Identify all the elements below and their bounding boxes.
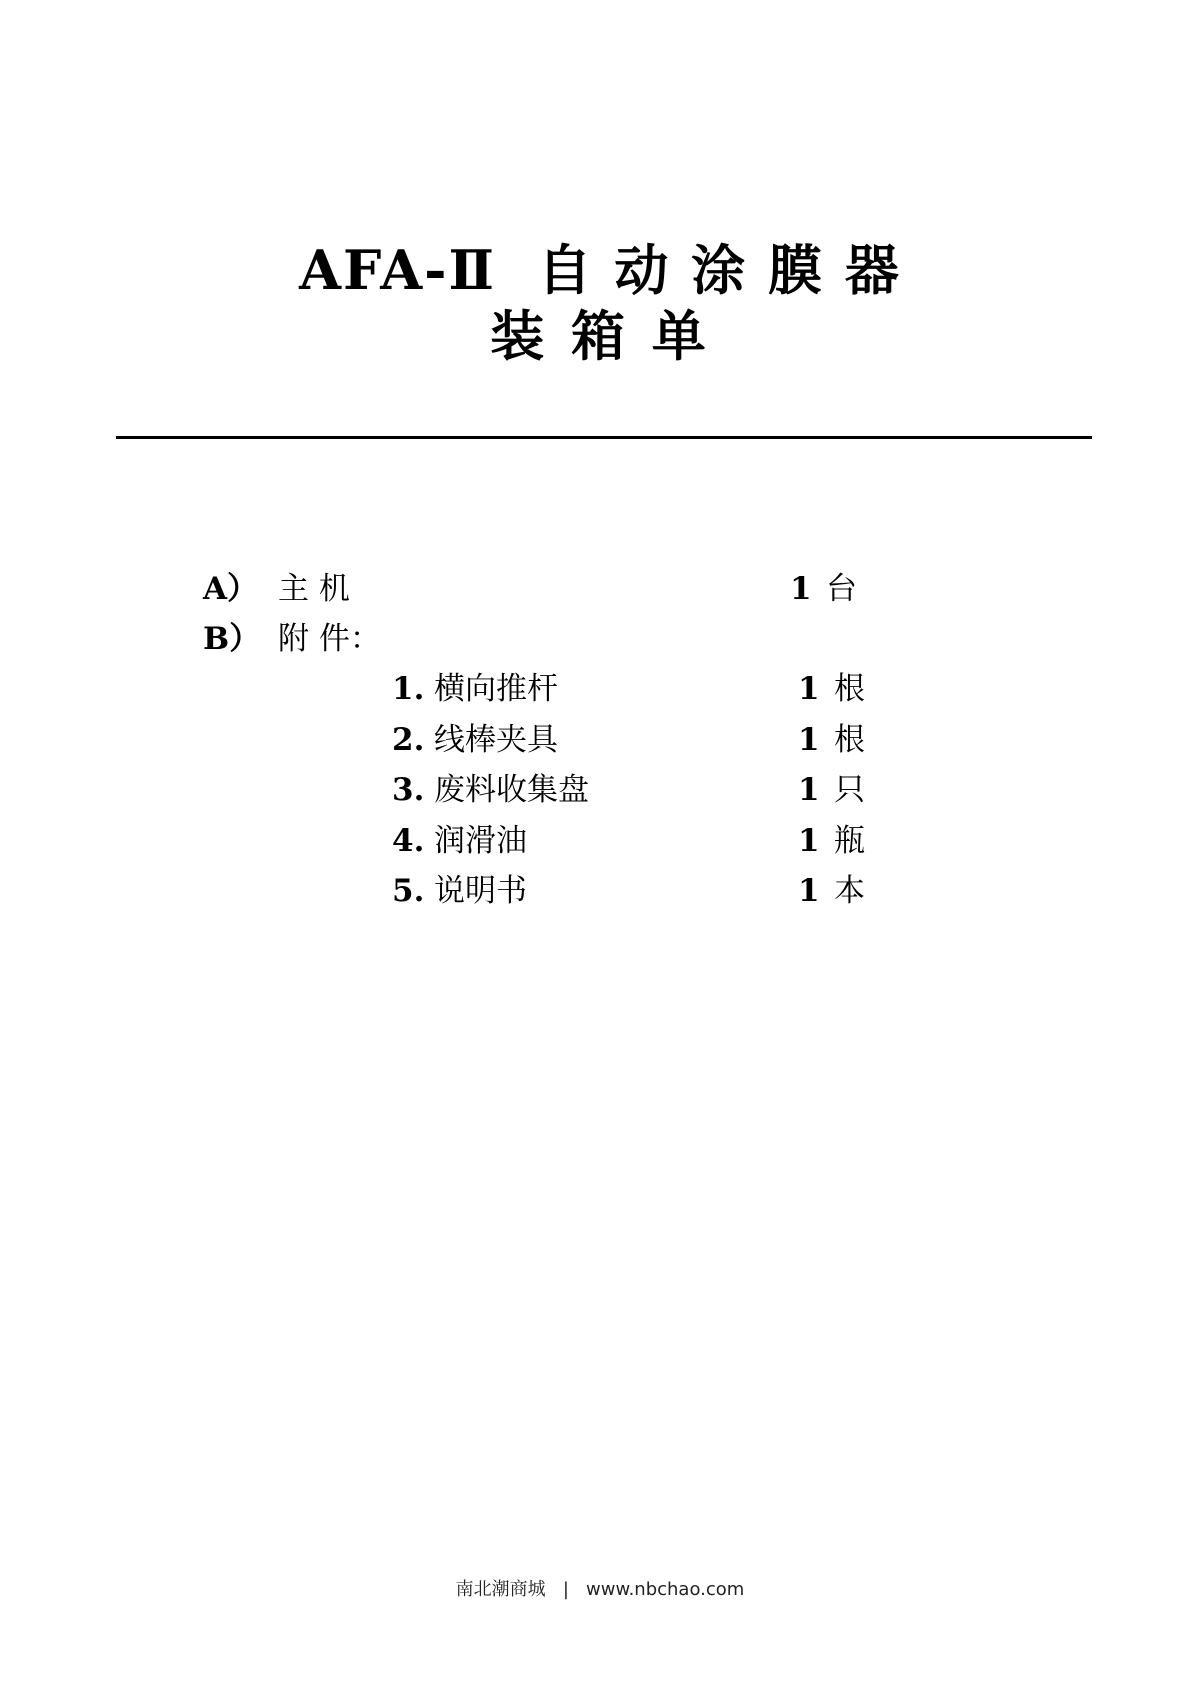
list-item-name: 线棒夹具 (434, 722, 558, 758)
list-item-qty: 1 (798, 873, 820, 909)
list-item-qty: 1 (798, 823, 820, 859)
footer-text: 南北潮商城 | www.nbchao.com (455, 1579, 745, 1600)
list-item-unit: 根 (834, 722, 865, 758)
list-item-number: 4. (392, 823, 425, 859)
section-b-letter: B） (203, 621, 261, 657)
list-item-unit: 根 (834, 671, 865, 707)
list-item-unit: 瓶 (834, 823, 865, 859)
list-item-qty: 1 (798, 722, 820, 758)
page-subtitle: 装 箱 单 (490, 304, 710, 368)
title-divider (116, 436, 1092, 439)
list-item-number: 1. (392, 671, 425, 707)
section-a-qty: 1 (790, 571, 812, 607)
list-item-name: 润滑油 (434, 823, 527, 859)
list-item-number: 3. (392, 772, 425, 808)
section-a-letter: A） (203, 571, 259, 607)
section-a-label: 主 机 (278, 571, 350, 607)
list-item-unit: 只 (834, 772, 865, 808)
list-item-name: 横向推杆 (434, 671, 558, 707)
list-item-qty: 1 (798, 671, 820, 707)
list-item-name: 废料收集盘 (434, 772, 589, 808)
section-a-unit: 台 (826, 571, 857, 607)
page-title: AFA-Ⅱ 自 动 涂 膜 器 (299, 238, 901, 302)
list-item-qty: 1 (798, 772, 820, 808)
list-item-number: 2. (392, 722, 425, 758)
list-item-number: 5. (392, 873, 425, 909)
list-item-unit: 本 (834, 873, 865, 909)
list-item-name: 说明书 (434, 873, 527, 909)
section-b-label: 附 件： (278, 621, 381, 657)
